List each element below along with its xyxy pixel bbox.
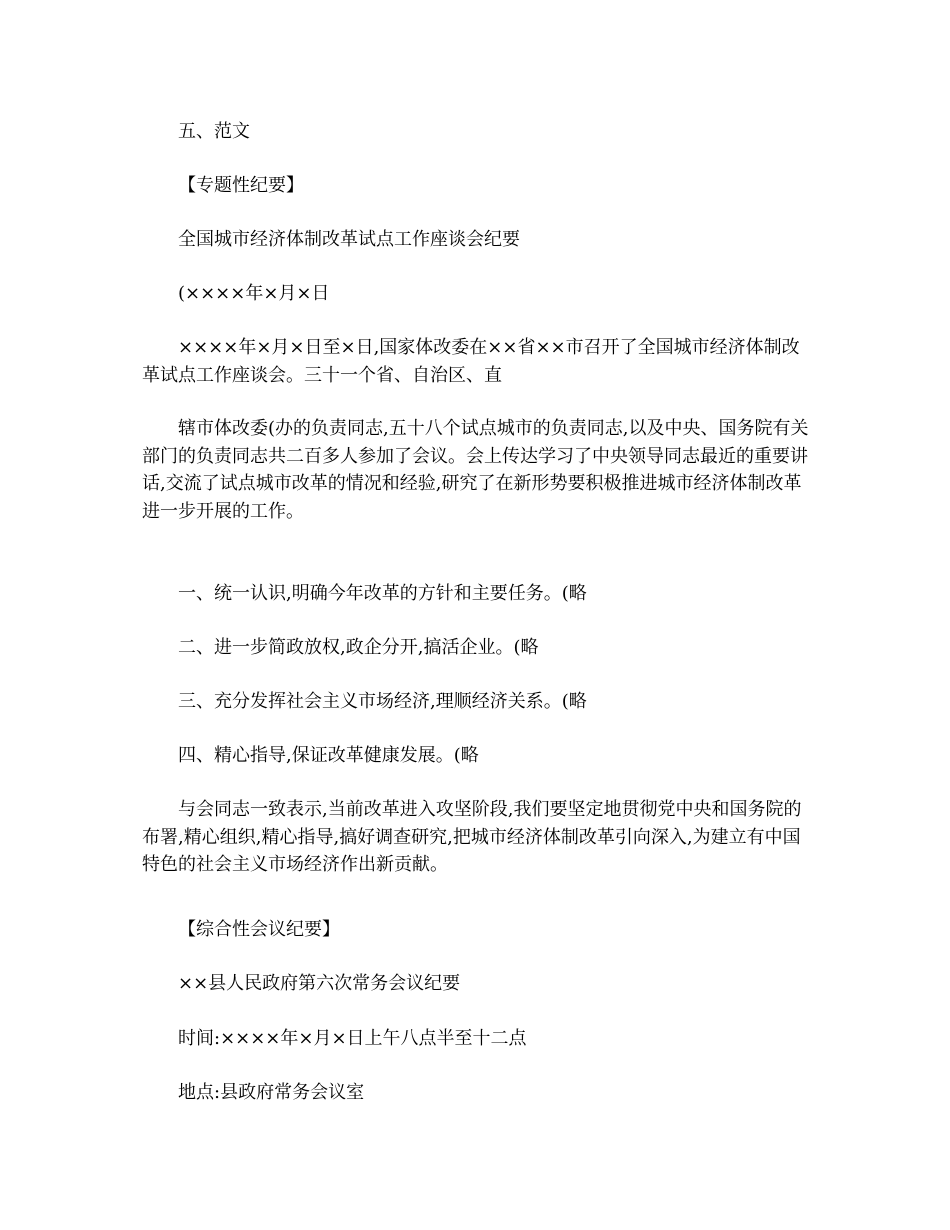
body-paragraph: 辖市体改委(办的负责同志,五十八个试点城市的负责同志,以及中央、国务院有关部门的负责同志共二百多人参加了会议。会上传达学习了中央领导同志最近的重要讲话,交流了试点城市改革的情况和经验,研究了在新形势要积极推进城市经济体制改革进一步开展的工作。 bbox=[142, 418, 809, 522]
subsection-label-special-minutes: 【专题性纪要】 bbox=[178, 175, 304, 196]
subsection-label-comprehensive-minutes: 【综合性会议纪要】 bbox=[178, 919, 340, 940]
minutes-title: 全国城市经济体制改革试点工作座谈会纪要 bbox=[178, 229, 520, 250]
minutes-title: ××县人民政府第六次常务会议纪要 bbox=[178, 973, 461, 994]
body-paragraph: 与会同志一致表示,当前改革进入攻坚阶段,我们要坚定地贯彻党中央和国务院的布署,精心组织,精心指导,搞好调查研究,把城市经济体制改革引向深入,为建立有中国特色的社会主义市场经济作出新贡献。 bbox=[142, 799, 802, 875]
minutes-date: (××××年×月×日 bbox=[178, 283, 330, 304]
body-paragraph: ××××年×月×日至×日,国家体改委在××省××市召开了全国城市经济体制改革试点工作座谈会。三十一个省、自治区、直 bbox=[142, 337, 800, 386]
meeting-location: 地点:县政府常务会议室 bbox=[178, 1082, 365, 1103]
section-heading: 五、范文 bbox=[178, 121, 250, 142]
list-item: 一、统一认识,明确今年改革的方针和主要任务。(略 bbox=[178, 583, 587, 604]
list-item: 二、进一步简政放权,政企分开,搞活企业。(略 bbox=[178, 637, 539, 658]
list-item: 四、精心指导,保证改革健康发展。(略 bbox=[178, 745, 479, 766]
list-item: 三、充分发挥社会主义市场经济,理顺经济关系。(略 bbox=[178, 691, 587, 712]
meeting-time: 时间:××××年×月×日上午八点半至十二点 bbox=[178, 1028, 527, 1049]
